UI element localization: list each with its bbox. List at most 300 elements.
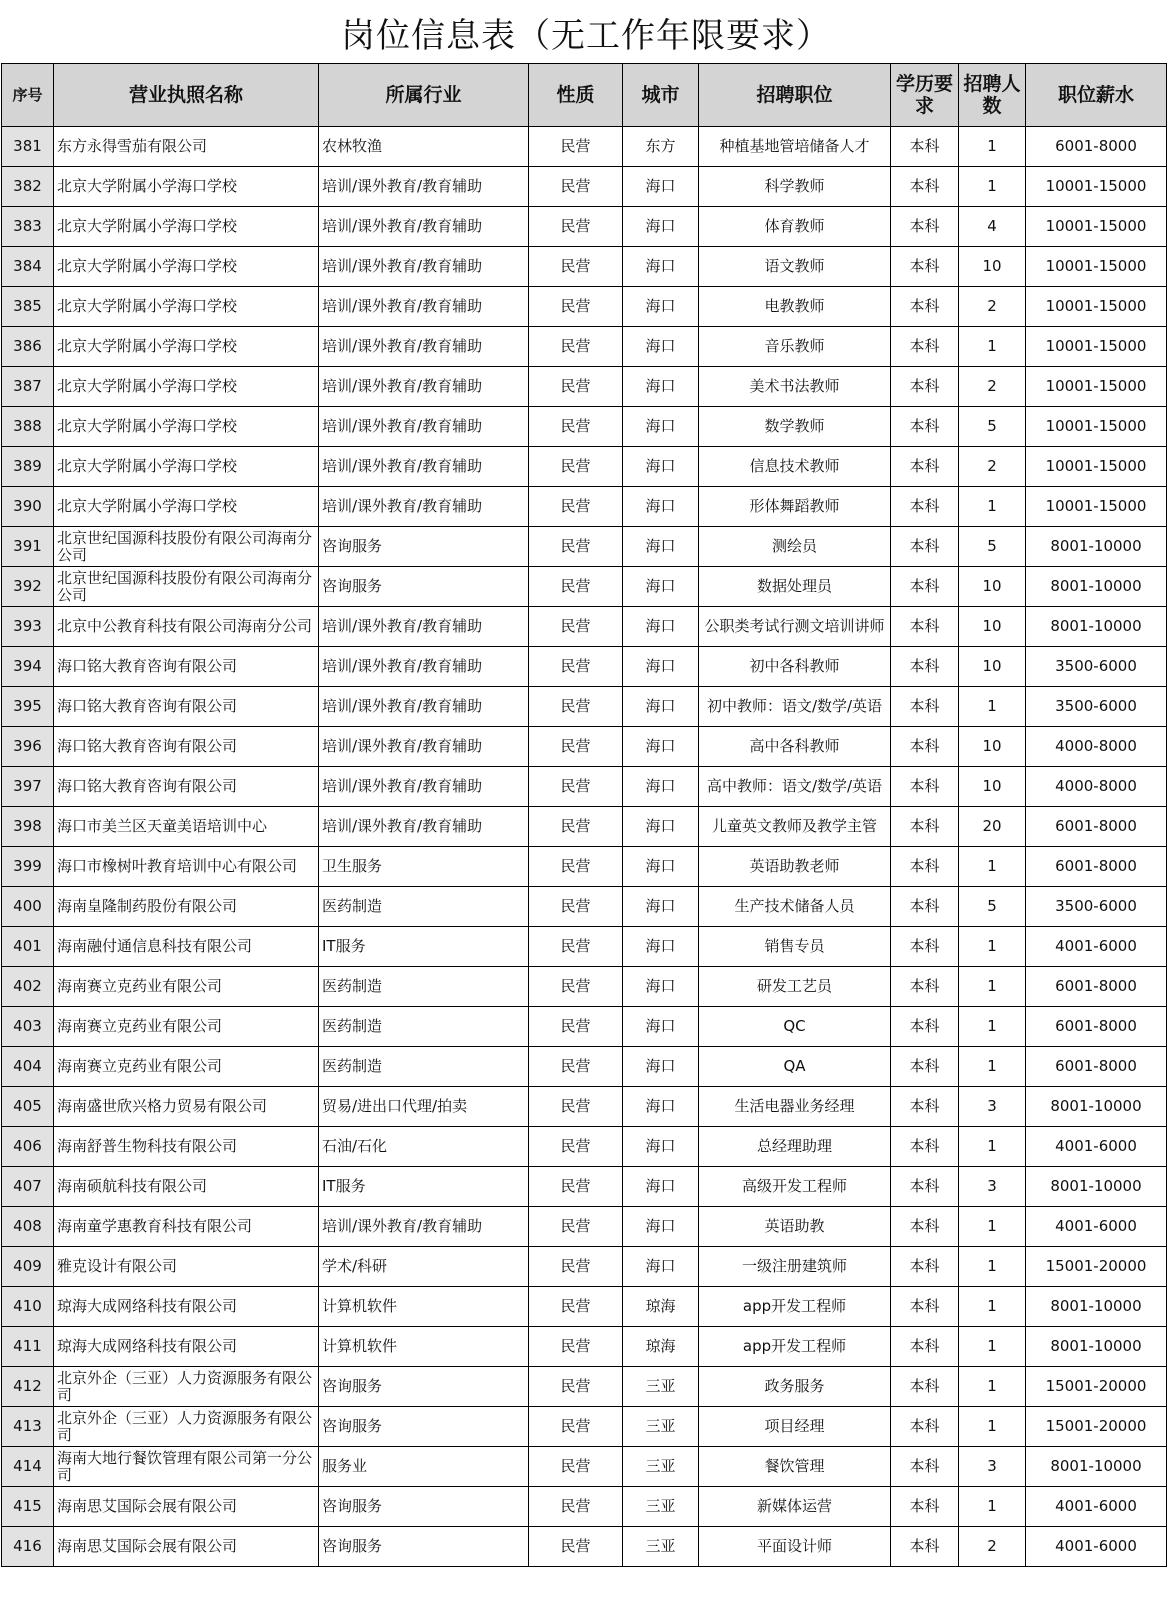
cell-industry: 咨询服务 [319, 567, 529, 607]
cell-headcount: 10 [959, 727, 1026, 767]
table-row [2, 647, 1167, 687]
table-row [2, 567, 1167, 607]
cell-salary: 15001-20000 [1026, 1367, 1167, 1407]
cell-company: 海南大地行餐饮管理有限公司第一分公司 [54, 1447, 319, 1487]
cell-index: 400 [2, 887, 54, 927]
cell-company: 北京世纪国源科技股份有限公司海南分公司 [54, 527, 319, 567]
table-row [2, 527, 1167, 567]
cell-headcount: 10 [959, 767, 1026, 807]
cell-education: 本科 [891, 487, 959, 527]
cell-company: 海南童学惠教育科技有限公司 [54, 1207, 319, 1247]
cell-city: 海口 [623, 407, 699, 447]
cell-position: 英语助教 [699, 1207, 891, 1247]
cell-industry: 贸易/进出口代理/拍卖 [319, 1087, 529, 1127]
cell-salary: 10001-15000 [1026, 447, 1167, 487]
cell-index: 385 [2, 287, 54, 327]
cell-headcount: 2 [959, 1527, 1026, 1567]
cell-company: 海南舒普生物科技有限公司 [54, 1127, 319, 1167]
cell-headcount: 1 [959, 687, 1026, 727]
cell-index: 403 [2, 1007, 54, 1047]
cell-salary: 4000-8000 [1026, 727, 1167, 767]
cell-headcount: 1 [959, 1047, 1026, 1087]
cell-company: 北京大学附属小学海口学校 [54, 167, 319, 207]
cell-position: 语文教师 [699, 247, 891, 287]
cell-salary: 8001-10000 [1026, 527, 1167, 567]
cell-headcount: 2 [959, 367, 1026, 407]
cell-index: 407 [2, 1167, 54, 1207]
cell-salary: 8001-10000 [1026, 1447, 1167, 1487]
cell-city: 海口 [623, 807, 699, 847]
cell-company: 北京大学附属小学海口学校 [54, 247, 319, 287]
cell-industry: 培训/课外教育/教育辅助 [319, 167, 529, 207]
cell-position: app开发工程师 [699, 1287, 891, 1327]
header-index: 序号 [2, 64, 54, 127]
cell-position: 销售专员 [699, 927, 891, 967]
cell-company: 北京外企（三亚）人力资源服务有限公司 [54, 1367, 319, 1407]
cell-index: 383 [2, 207, 54, 247]
cell-salary: 8001-10000 [1026, 567, 1167, 607]
cell-company: 琼海大成网络科技有限公司 [54, 1287, 319, 1327]
cell-headcount: 1 [959, 127, 1026, 167]
cell-company: 海南思艾国际会展有限公司 [54, 1487, 319, 1527]
cell-city: 琼海 [623, 1327, 699, 1367]
cell-index: 396 [2, 727, 54, 767]
cell-ownership: 民营 [529, 807, 623, 847]
cell-salary: 6001-8000 [1026, 1047, 1167, 1087]
cell-industry: 服务业 [319, 1447, 529, 1487]
table-header-row [2, 64, 1167, 127]
cell-salary: 6001-8000 [1026, 847, 1167, 887]
cell-index: 394 [2, 647, 54, 687]
cell-city: 三亚 [623, 1527, 699, 1567]
cell-education: 本科 [891, 1167, 959, 1207]
table-row [2, 447, 1167, 487]
cell-ownership: 民营 [529, 567, 623, 607]
cell-education: 本科 [891, 527, 959, 567]
cell-position: 体育教师 [699, 207, 891, 247]
cell-company: 北京大学附属小学海口学校 [54, 287, 319, 327]
cell-industry: 医药制造 [319, 1047, 529, 1087]
cell-headcount: 5 [959, 407, 1026, 447]
cell-headcount: 5 [959, 527, 1026, 567]
cell-city: 海口 [623, 767, 699, 807]
cell-ownership: 民营 [529, 1087, 623, 1127]
cell-ownership: 民营 [529, 367, 623, 407]
cell-company: 北京外企（三亚）人力资源服务有限公司 [54, 1407, 319, 1447]
cell-education: 本科 [891, 1207, 959, 1247]
cell-city: 海口 [623, 927, 699, 967]
cell-company: 海口铭大教育咨询有限公司 [54, 647, 319, 687]
cell-city: 海口 [623, 327, 699, 367]
cell-ownership: 民营 [529, 287, 623, 327]
cell-education: 本科 [891, 1367, 959, 1407]
cell-industry: 咨询服务 [319, 1407, 529, 1447]
cell-position: 一级注册建筑师 [699, 1247, 891, 1287]
cell-city: 东方 [623, 127, 699, 167]
cell-index: 391 [2, 527, 54, 567]
cell-ownership: 民营 [529, 967, 623, 1007]
cell-city: 海口 [623, 647, 699, 687]
table-row [2, 247, 1167, 287]
table-row [2, 1207, 1167, 1247]
cell-industry: 石油/石化 [319, 1127, 529, 1167]
cell-education: 本科 [891, 607, 959, 647]
cell-position: 平面设计师 [699, 1527, 891, 1567]
cell-industry: 培训/课外教育/教育辅助 [319, 207, 529, 247]
cell-ownership: 民营 [529, 727, 623, 767]
header-city: 城市 [623, 64, 699, 127]
cell-position: 电教教师 [699, 287, 891, 327]
cell-salary: 6001-8000 [1026, 807, 1167, 847]
cell-education: 本科 [891, 807, 959, 847]
cell-industry: 培训/课外教育/教育辅助 [319, 447, 529, 487]
cell-headcount: 5 [959, 887, 1026, 927]
cell-index: 410 [2, 1287, 54, 1327]
cell-city: 三亚 [623, 1367, 699, 1407]
cell-position: 儿童英文教师及教学主管 [699, 807, 891, 847]
header-industry: 所属行业 [319, 64, 529, 127]
cell-ownership: 民营 [529, 1447, 623, 1487]
cell-ownership: 民营 [529, 487, 623, 527]
cell-salary: 8001-10000 [1026, 1087, 1167, 1127]
table-row [2, 1167, 1167, 1207]
cell-education: 本科 [891, 1287, 959, 1327]
cell-industry: 培训/课外教育/教育辅助 [319, 407, 529, 447]
cell-company: 海口铭大教育咨询有限公司 [54, 767, 319, 807]
cell-city: 海口 [623, 1167, 699, 1207]
cell-index: 392 [2, 567, 54, 607]
cell-company: 海口市美兰区天童美语培训中心 [54, 807, 319, 847]
cell-industry: 卫生服务 [319, 847, 529, 887]
cell-headcount: 1 [959, 967, 1026, 1007]
cell-salary: 8001-10000 [1026, 607, 1167, 647]
cell-index: 406 [2, 1127, 54, 1167]
cell-position: 科学教师 [699, 167, 891, 207]
cell-position: 高级开发工程师 [699, 1167, 891, 1207]
table-row [2, 207, 1167, 247]
cell-index: 415 [2, 1487, 54, 1527]
cell-city: 三亚 [623, 1487, 699, 1527]
cell-company: 海南赛立克药业有限公司 [54, 1007, 319, 1047]
cell-industry: 医药制造 [319, 887, 529, 927]
cell-headcount: 1 [959, 1487, 1026, 1527]
cell-education: 本科 [891, 727, 959, 767]
cell-index: 414 [2, 1447, 54, 1487]
cell-position: 政务服务 [699, 1367, 891, 1407]
cell-industry: 培训/课外教育/教育辅助 [319, 367, 529, 407]
cell-education: 本科 [891, 407, 959, 447]
cell-education: 本科 [891, 1327, 959, 1367]
cell-index: 395 [2, 687, 54, 727]
cell-salary: 10001-15000 [1026, 247, 1167, 287]
cell-salary: 4001-6000 [1026, 1487, 1167, 1527]
table-row [2, 1447, 1167, 1487]
cell-ownership: 民营 [529, 1167, 623, 1207]
cell-salary: 3500-6000 [1026, 887, 1167, 927]
cell-index: 408 [2, 1207, 54, 1247]
cell-company: 海口铭大教育咨询有限公司 [54, 727, 319, 767]
cell-ownership: 民营 [529, 1007, 623, 1047]
cell-company: 北京中公教育科技有限公司海南分公司 [54, 607, 319, 647]
cell-education: 本科 [891, 927, 959, 967]
cell-index: 401 [2, 927, 54, 967]
cell-city: 海口 [623, 207, 699, 247]
cell-company: 东方永得雪茄有限公司 [54, 127, 319, 167]
cell-education: 本科 [891, 247, 959, 287]
cell-salary: 4001-6000 [1026, 1207, 1167, 1247]
cell-education: 本科 [891, 1007, 959, 1047]
cell-position: 美术书法教师 [699, 367, 891, 407]
table-row [2, 1487, 1167, 1527]
cell-ownership: 民营 [529, 687, 623, 727]
cell-headcount: 1 [959, 487, 1026, 527]
cell-index: 402 [2, 967, 54, 1007]
cell-education: 本科 [891, 127, 959, 167]
table-row [2, 927, 1167, 967]
cell-index: 381 [2, 127, 54, 167]
header-ownership: 性质 [529, 64, 623, 127]
cell-industry: 计算机软件 [319, 1327, 529, 1367]
cell-salary: 3500-6000 [1026, 647, 1167, 687]
cell-salary: 3500-6000 [1026, 687, 1167, 727]
cell-index: 384 [2, 247, 54, 287]
cell-city: 海口 [623, 727, 699, 767]
cell-city: 海口 [623, 1207, 699, 1247]
cell-company: 海南思艾国际会展有限公司 [54, 1527, 319, 1567]
cell-salary: 4001-6000 [1026, 1527, 1167, 1567]
cell-position: 新媒体运营 [699, 1487, 891, 1527]
cell-industry: 咨询服务 [319, 1367, 529, 1407]
cell-headcount: 2 [959, 287, 1026, 327]
cell-industry: 医药制造 [319, 1007, 529, 1047]
cell-company: 北京大学附属小学海口学校 [54, 327, 319, 367]
cell-education: 本科 [891, 207, 959, 247]
cell-industry: 医药制造 [319, 967, 529, 1007]
cell-headcount: 1 [959, 1127, 1026, 1167]
cell-salary: 6001-8000 [1026, 1007, 1167, 1047]
cell-industry: 计算机软件 [319, 1287, 529, 1327]
table-row [2, 687, 1167, 727]
cell-industry: 培训/课外教育/教育辅助 [319, 1207, 529, 1247]
cell-industry: 培训/课外教育/教育辅助 [319, 727, 529, 767]
cell-city: 海口 [623, 487, 699, 527]
cell-index: 393 [2, 607, 54, 647]
cell-index: 382 [2, 167, 54, 207]
table-row [2, 407, 1167, 447]
cell-position: 初中教师：语文/数学/英语 [699, 687, 891, 727]
cell-headcount: 10 [959, 607, 1026, 647]
table-row [2, 727, 1167, 767]
cell-company: 北京大学附属小学海口学校 [54, 367, 319, 407]
cell-industry: 培训/课外教育/教育辅助 [319, 687, 529, 727]
table-row [2, 287, 1167, 327]
table-row [2, 887, 1167, 927]
cell-city: 海口 [623, 1087, 699, 1127]
table-row [2, 1527, 1167, 1567]
cell-position: 音乐教师 [699, 327, 891, 367]
cell-education: 本科 [891, 1247, 959, 1287]
cell-index: 389 [2, 447, 54, 487]
cell-salary: 10001-15000 [1026, 167, 1167, 207]
cell-headcount: 1 [959, 1327, 1026, 1367]
cell-ownership: 民营 [529, 1207, 623, 1247]
cell-position: 种植基地管培储备人才 [699, 127, 891, 167]
job-table [1, 63, 1167, 1567]
cell-company: 海南赛立克药业有限公司 [54, 1047, 319, 1087]
table-row [2, 847, 1167, 887]
cell-salary: 4001-6000 [1026, 927, 1167, 967]
cell-city: 海口 [623, 1047, 699, 1087]
cell-city: 海口 [623, 287, 699, 327]
cell-salary: 8001-10000 [1026, 1327, 1167, 1367]
cell-education: 本科 [891, 567, 959, 607]
cell-company: 北京世纪国源科技股份有限公司海南分公司 [54, 567, 319, 607]
cell-ownership: 民营 [529, 247, 623, 287]
table-row [2, 327, 1167, 367]
cell-industry: 培训/课外教育/教育辅助 [319, 647, 529, 687]
cell-position: 形体舞蹈教师 [699, 487, 891, 527]
cell-position: 项目经理 [699, 1407, 891, 1447]
cell-ownership: 民营 [529, 1487, 623, 1527]
cell-education: 本科 [891, 327, 959, 367]
cell-position: 数据处理员 [699, 567, 891, 607]
cell-position: 测绘员 [699, 527, 891, 567]
cell-ownership: 民营 [529, 1367, 623, 1407]
cell-salary: 10001-15000 [1026, 487, 1167, 527]
cell-salary: 10001-15000 [1026, 327, 1167, 367]
cell-salary: 8001-10000 [1026, 1287, 1167, 1327]
cell-position: 数学教师 [699, 407, 891, 447]
cell-city: 海口 [623, 887, 699, 927]
cell-education: 本科 [891, 847, 959, 887]
cell-company: 北京大学附属小学海口学校 [54, 207, 319, 247]
cell-salary: 4001-6000 [1026, 1127, 1167, 1167]
cell-index: 397 [2, 767, 54, 807]
cell-headcount: 2 [959, 447, 1026, 487]
cell-headcount: 10 [959, 567, 1026, 607]
cell-salary: 10001-15000 [1026, 207, 1167, 247]
cell-headcount: 1 [959, 327, 1026, 367]
cell-city: 海口 [623, 527, 699, 567]
cell-industry: 培训/课外教育/教育辅助 [319, 247, 529, 287]
table-row [2, 967, 1167, 1007]
table-row [2, 1127, 1167, 1167]
table-row [2, 807, 1167, 847]
cell-salary: 10001-15000 [1026, 367, 1167, 407]
table-row [2, 1047, 1167, 1087]
cell-position: 英语助教老师 [699, 847, 891, 887]
table-row [2, 1367, 1167, 1407]
cell-ownership: 民营 [529, 887, 623, 927]
cell-industry: IT服务 [319, 1167, 529, 1207]
cell-salary: 4000-8000 [1026, 767, 1167, 807]
table-row [2, 1407, 1167, 1447]
cell-education: 本科 [891, 647, 959, 687]
cell-ownership: 民营 [529, 607, 623, 647]
cell-city: 海口 [623, 167, 699, 207]
header-company: 营业执照名称 [54, 64, 319, 127]
cell-ownership: 民营 [529, 207, 623, 247]
cell-position: 餐饮管理 [699, 1447, 891, 1487]
cell-position: 生产技术储备人员 [699, 887, 891, 927]
cell-ownership: 民营 [529, 527, 623, 567]
header-headcount: 招聘人数 [959, 64, 1026, 127]
cell-headcount: 1 [959, 1007, 1026, 1047]
cell-education: 本科 [891, 687, 959, 727]
cell-position: 总经理助理 [699, 1127, 891, 1167]
cell-city: 三亚 [623, 1407, 699, 1447]
cell-education: 本科 [891, 767, 959, 807]
cell-headcount: 1 [959, 1287, 1026, 1327]
cell-index: 409 [2, 1247, 54, 1287]
cell-ownership: 民营 [529, 1247, 623, 1287]
cell-education: 本科 [891, 167, 959, 207]
table-row [2, 1287, 1167, 1327]
cell-index: 388 [2, 407, 54, 447]
cell-city: 三亚 [623, 1447, 699, 1487]
cell-city: 琼海 [623, 1287, 699, 1327]
cell-company: 北京大学附属小学海口学校 [54, 447, 319, 487]
cell-ownership: 民营 [529, 647, 623, 687]
table-row [2, 367, 1167, 407]
cell-company: 海南赛立克药业有限公司 [54, 967, 319, 1007]
table-row [2, 127, 1167, 167]
cell-industry: 咨询服务 [319, 1487, 529, 1527]
cell-ownership: 民营 [529, 767, 623, 807]
cell-salary: 15001-20000 [1026, 1407, 1167, 1447]
cell-education: 本科 [891, 367, 959, 407]
cell-industry: 学术/科研 [319, 1247, 529, 1287]
cell-ownership: 民营 [529, 447, 623, 487]
cell-company: 雅克设计有限公司 [54, 1247, 319, 1287]
cell-city: 海口 [623, 607, 699, 647]
table-row [2, 487, 1167, 527]
cell-industry: IT服务 [319, 927, 529, 967]
cell-ownership: 民营 [529, 1327, 623, 1367]
cell-headcount: 1 [959, 167, 1026, 207]
cell-salary: 10001-15000 [1026, 287, 1167, 327]
cell-headcount: 3 [959, 1087, 1026, 1127]
cell-education: 本科 [891, 1407, 959, 1447]
cell-headcount: 1 [959, 1367, 1026, 1407]
cell-education: 本科 [891, 1447, 959, 1487]
cell-index: 404 [2, 1047, 54, 1087]
cell-company: 海南皇隆制药股份有限公司 [54, 887, 319, 927]
cell-city: 海口 [623, 367, 699, 407]
cell-position: 初中各科教师 [699, 647, 891, 687]
cell-index: 405 [2, 1087, 54, 1127]
cell-city: 海口 [623, 447, 699, 487]
table-row [2, 607, 1167, 647]
cell-industry: 培训/课外教育/教育辅助 [319, 767, 529, 807]
cell-headcount: 1 [959, 1247, 1026, 1287]
cell-index: 387 [2, 367, 54, 407]
table-row [2, 167, 1167, 207]
cell-education: 本科 [891, 447, 959, 487]
cell-city: 海口 [623, 687, 699, 727]
cell-position: 研发工艺员 [699, 967, 891, 1007]
cell-ownership: 民营 [529, 1047, 623, 1087]
header-position: 招聘职位 [699, 64, 891, 127]
cell-ownership: 民营 [529, 1287, 623, 1327]
cell-city: 海口 [623, 847, 699, 887]
cell-index: 399 [2, 847, 54, 887]
cell-company: 海南硕航科技有限公司 [54, 1167, 319, 1207]
cell-education: 本科 [891, 967, 959, 1007]
cell-ownership: 民营 [529, 927, 623, 967]
cell-position: 高中教师：语文/数学/英语 [699, 767, 891, 807]
cell-position: QC [699, 1007, 891, 1047]
